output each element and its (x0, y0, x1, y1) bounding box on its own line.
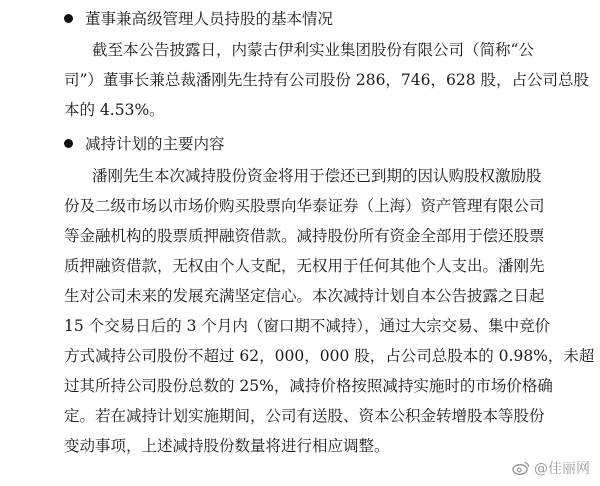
paragraph-line: 过其所持公司股份总数的 25%，减持价格按照减持实施时的市场价格确 (64, 377, 553, 395)
weibo-icon (512, 461, 530, 475)
paragraph-line: 15 个交易日后的 3 个月内（窗口期不减持），通过大宗交易、集中竞价 (64, 317, 551, 335)
paragraph-line: 份及二级市场以市场价购买股票向华泰证券（上海）资产管理有限公司 (64, 197, 545, 215)
paragraph-line: 定。若在减持计划实施期间，公司有送股、资本公积金转增股本等股份 (64, 407, 545, 425)
bullet-icon (64, 14, 73, 23)
watermark-text: @佳丽网 (534, 461, 590, 477)
paragraph-line: 司”）董事长兼总裁潘刚先生持有公司股份 286，746，628 股，占公司总股 (64, 71, 590, 89)
section-heading-text: 减持计划的主要内容 (85, 135, 225, 153)
watermark (512, 458, 590, 478)
paragraph-line: 潘刚先生本次减持股份资金将用于偿还已到期的因认购股权激励股 (92, 167, 542, 185)
paragraph-line: 截至本公告披露日，内蒙古伊利实业集团股份有限公司（简称“公 (92, 41, 534, 59)
paragraph-line: 等金融机构的股票质押融资借款。减持股份所有资金全部用于偿还股票 (64, 227, 545, 245)
section-heading-shareholding (64, 8, 333, 30)
paragraph-line: 生对公司未来的发展充满坚定信心。本次减持计划自本公告披露之日起 (64, 287, 545, 305)
paragraph-line: 质押融资借款，无权由个人支配，无权用于任何其他个人支出。潘刚先 (64, 257, 545, 275)
section-heading-text: 董事兼高级管理人员持股的基本情况 (85, 10, 334, 28)
bullet-icon (64, 139, 73, 148)
paragraph-line: 方式减持公司股份不超过 62，000，000 股，占公司总股本的 0.98%，未超 (64, 347, 595, 365)
section-heading-reduction-plan (64, 133, 225, 155)
paragraph-line: 变动事项，上述减持股份数量将进行相应调整。 (64, 437, 390, 455)
paragraph-line: 本的 4.53%。 (64, 101, 165, 119)
